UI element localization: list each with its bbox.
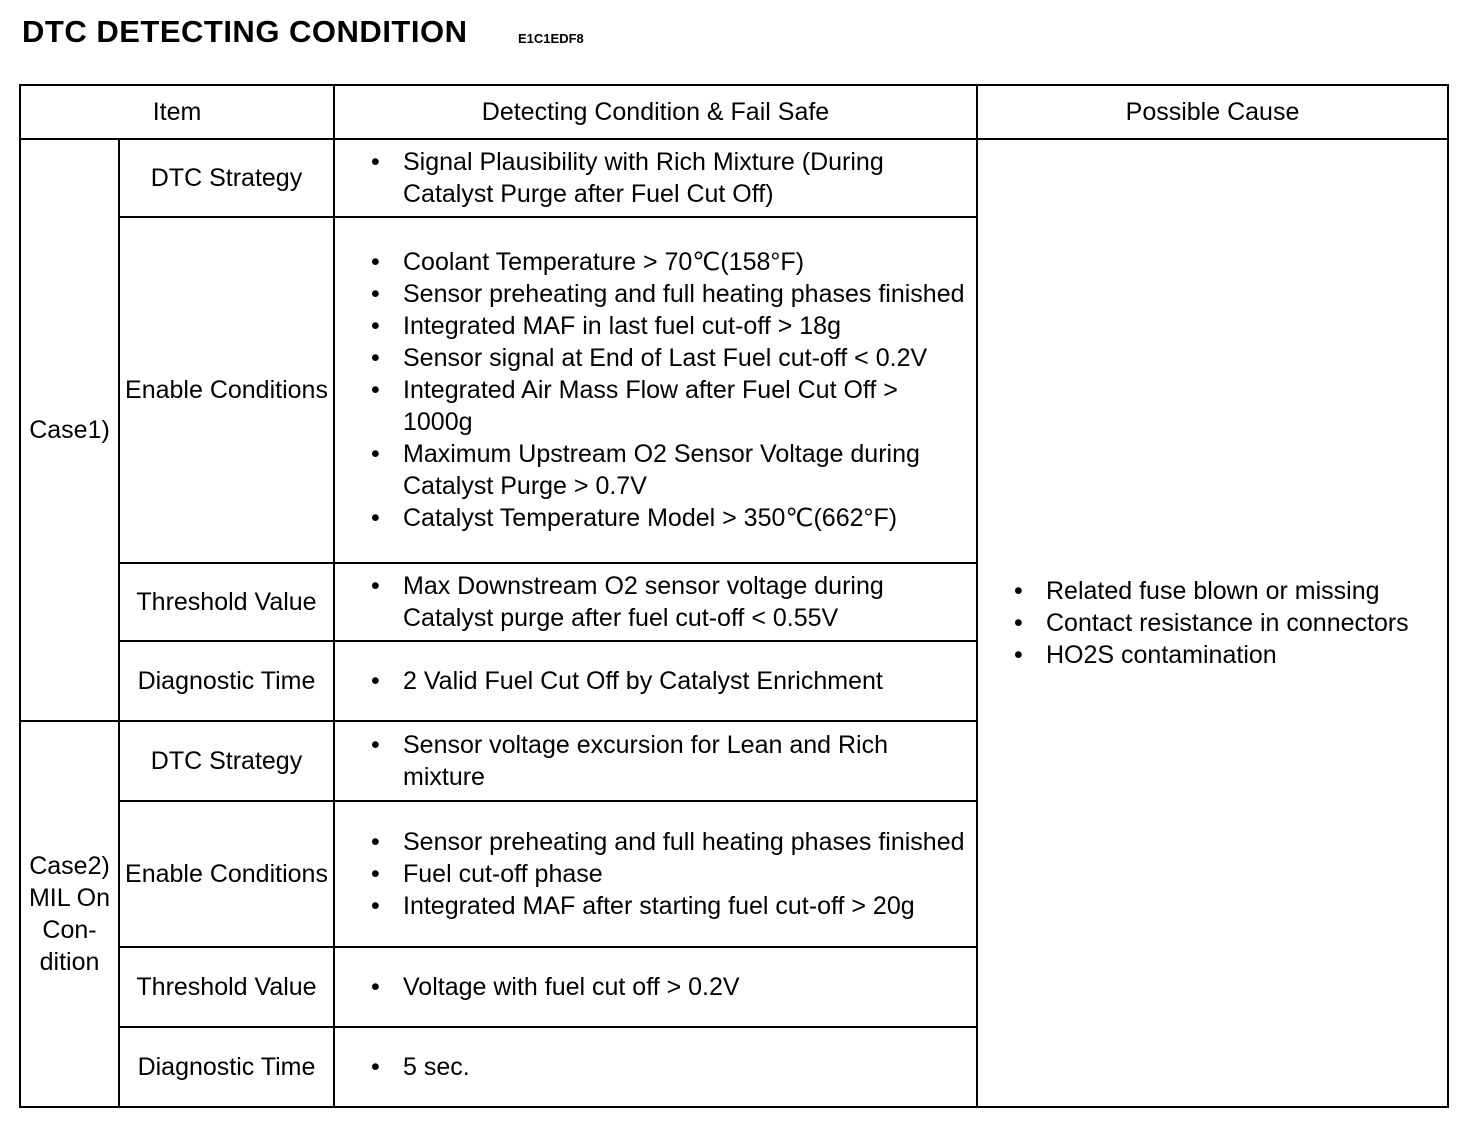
case1-dtc-strategy-conditions [334, 139, 977, 217]
header-possible-cause: Possible Cause [977, 85, 1448, 139]
condition-item: • Fuel cut-off phase [371, 858, 968, 890]
condition-item: • Coolant Temperature > 70℃(158°F) [371, 246, 968, 278]
condition-item: • Voltage with fuel cut off > 0.2V [371, 971, 968, 1003]
case1-diagnostic-time [334, 641, 977, 721]
condition-item: • Sensor voltage excursion for Lean and Rich mixture [371, 729, 968, 793]
case2-diagnostic-time [334, 1027, 977, 1107]
case2-enable-conditions-label: Enable Conditions [119, 801, 334, 947]
condition-item: • Maximum Upstream O2 Sensor Voltage during Catalyst Purge > 0.7V [371, 438, 968, 502]
case2-enable-conditions [334, 801, 977, 947]
case2-label: Case2) MIL On Con-dition [20, 721, 119, 1107]
condition-item: • Sensor preheating and full heating phases finished [371, 278, 968, 310]
case1-enable-conditions-label: Enable Conditions [119, 217, 334, 563]
document-code: E1C1EDF8 [518, 31, 584, 46]
condition-item: • 2 Valid Fuel Cut Off by Catalyst Enrichment [371, 665, 968, 697]
possible-cause-cell [977, 139, 1448, 1107]
condition-item: • Integrated Air Mass Flow after Fuel Cut Off > 1000g [371, 374, 968, 438]
dtc-condition-table [19, 84, 1449, 1108]
page-title: DTC DETECTING CONDITION [22, 14, 468, 49]
condition-item: • Integrated MAF after starting fuel cut-off > 20g [371, 890, 968, 922]
cause-item: • Related fuse blown or missing [1014, 575, 1439, 607]
case1-enable-conditions [334, 217, 977, 563]
case1-dtc-strategy-label: DTC Strategy [119, 139, 334, 217]
case2-dtc-strategy-label: DTC Strategy [119, 721, 334, 801]
case2-diagnostic-time-label: Diagnostic Time [119, 1027, 334, 1107]
condition-item: • Signal Plausibility with Rich Mixture (During Catalyst Purge after Fuel Cut Off) [371, 146, 968, 210]
condition-item: • Sensor signal at End of Last Fuel cut-off < 0.2V [371, 342, 968, 374]
header-detecting-condition: Detecting Condition & Fail Safe [334, 85, 977, 139]
header-item: Item [20, 85, 334, 139]
case1-diagnostic-time-label: Diagnostic Time [119, 641, 334, 721]
condition-item: • Integrated MAF in last fuel cut-off > 18g [371, 310, 968, 342]
condition-item: • Max Downstream O2 sensor voltage during Catalyst purge after fuel cut-off < 0.55V [371, 570, 968, 634]
case1-threshold-value [334, 563, 977, 641]
condition-item: • Sensor preheating and full heating phases finished [371, 826, 968, 858]
case2-threshold-value-label: Threshold Value [119, 947, 334, 1027]
condition-item: • 5 sec. [371, 1051, 968, 1083]
case1-label: Case1) [20, 139, 119, 721]
case2-threshold-value [334, 947, 977, 1027]
cause-item: • HO2S contamination [1014, 639, 1439, 671]
case2-dtc-strategy-conditions [334, 721, 977, 801]
condition-item: • Catalyst Temperature Model > 350℃(662°F) [371, 502, 968, 534]
cause-item: • Contact resistance in connectors [1014, 607, 1439, 639]
case1-threshold-value-label: Threshold Value [119, 563, 334, 641]
